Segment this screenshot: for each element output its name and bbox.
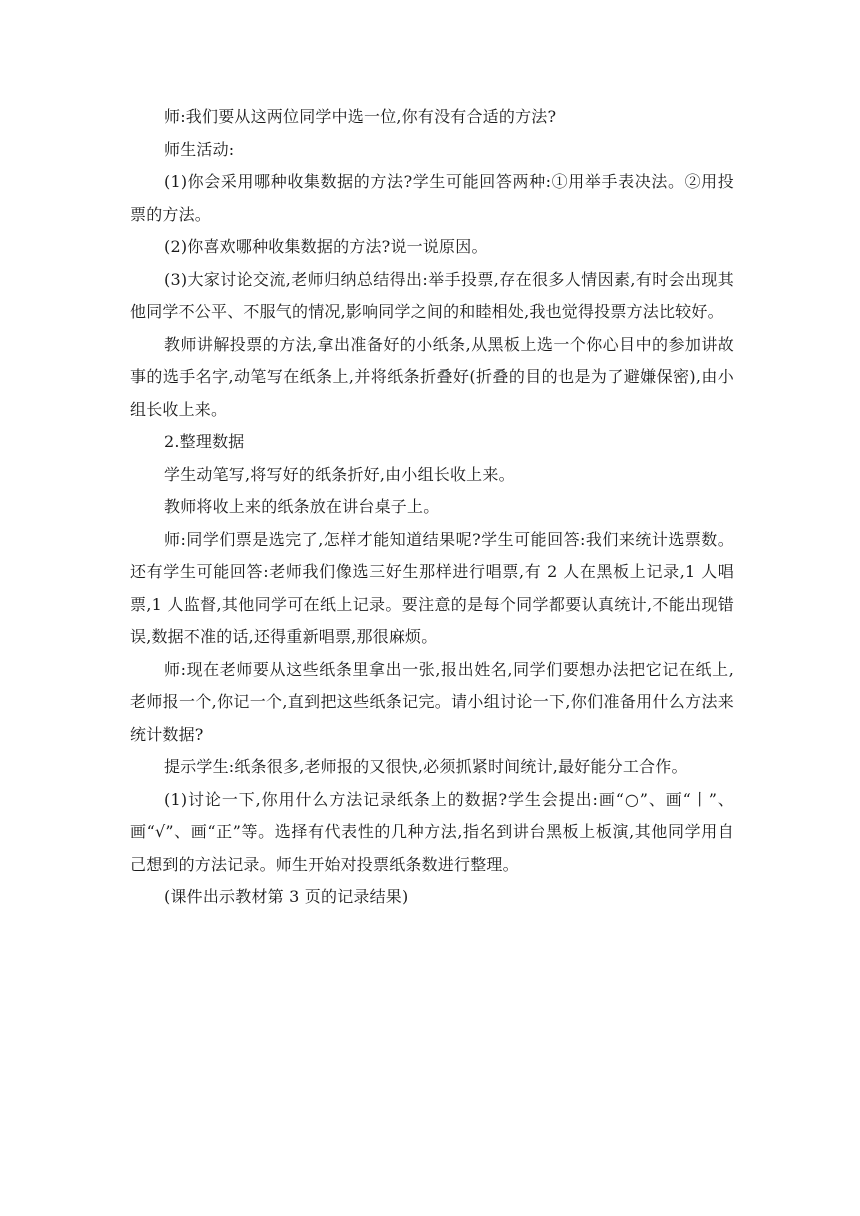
paragraph-discussion: (1)讨论一下,你用什么方法记录纸条上的数据?学生会提出:画“○”、画“丨”、画“√”、画“正”等。选择有代表性的几种方法,指名到讲台黑板上板演,其他同学用自己想到的方法记录。师生开始对投票纸条数进行整理。 (130, 789, 734, 874)
paragraph-courseware-note: (课件出示教材第 3 页的记录结果) (164, 887, 409, 906)
paragraph-item-3: (3)大家讨论交流,老师归纳总结得出:举手投票,存在很多人情因素,有时会出现其他同学不公平、不服气的情况,影响同学之间的和睦相处,我也觉得投票方法比较好。 (130, 269, 734, 321)
paragraph-teacher-question: 师:我们要从这两位同学中选一位,你有没有合适的方法? (164, 107, 557, 126)
paragraph-voting-method: 教师讲解投票的方法,拿出准备好的小纸条,从黑板上选一个你心目中的参加讲故事的选手名字,动笔写在纸条上,并将纸条折叠好(折叠的目的也是为了避嫌保密),由小组长收上来。 (130, 334, 734, 419)
paragraph-item-2: (2)你喜欢哪种收集数据的方法?说一说原因。 (164, 237, 488, 256)
paragraph-hint: 提示学生:纸条很多,老师报的又很快,必须抓紧时间统计,最好能分工合作。 (164, 757, 688, 776)
paragraph-activity-heading: 师生活动: (164, 139, 235, 159)
paragraph-count-votes: 师:同学们票是选完了,怎样才能知道结果呢?学生可能回答:我们来统计选票数。还有学生可能回答:老师我们像选三好生那样进行唱票,有 2 人在黑板上记录,1 人唱票,1 人监督,其他同学可在纸上记录。要注意的是每个同学都要认真统计,不能出现错误,数据不准的话,还得重新唱票,那很麻烦。 (130, 529, 734, 646)
section-heading-organize-data: 2.整理数据 (164, 432, 245, 451)
paragraph-students-write: 学生动笔写,将写好的纸条折好,由小组长收上来。 (164, 464, 515, 484)
paragraph-teacher-collects: 教师将收上来的纸条放在讲台桌子上。 (164, 497, 440, 516)
document-page (130, 101, 734, 914)
paragraph-record-names: 师:现在老师要从这些纸条里拿出一张,报出姓名,同学们要想办法把它记在纸上,老师报一个,你记一个,直到把这些纸条记完。请小组讨论一下,你们准备用什么方法来统计数据? (130, 659, 734, 744)
paragraph-item-1: (1)你会采用哪种收集数据的方法?学生可能回答两种:①用举手表决法。②用投票的方法。 (130, 172, 734, 224)
